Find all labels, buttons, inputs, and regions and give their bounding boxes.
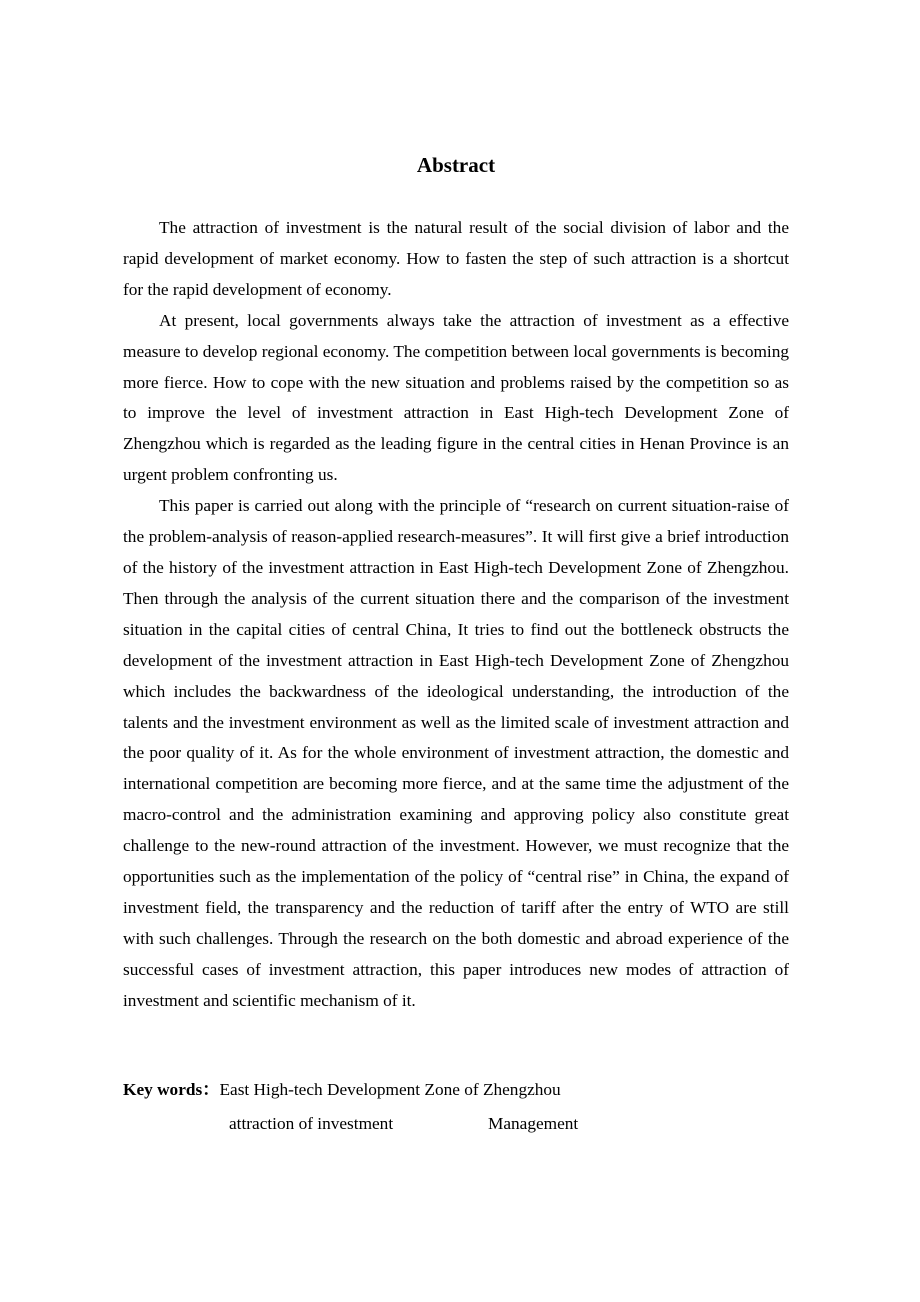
abstract-title: Abstract bbox=[416, 153, 496, 177]
keywords-second-line bbox=[229, 1109, 579, 1139]
keyword-item: Management bbox=[488, 1114, 579, 1133]
abstract-body bbox=[123, 213, 789, 1017]
abstract-paragraph-3: This paper is carried out along with the principle of “research on current situation-raise of the problem-analysis of reason-applied research-measures”. It will first give a brief introduction of the history of the investment attraction in East High-tech Development Zone of Zhengzhou. Then through the analysis of the current situation there and the comparison of the investment situation in the capital cities of central China, It tries to find out the bottleneck obstructs the development of the investment attraction in East High-tech Development Zone of Zhengzhou which includes the backwardness of the ideological understanding, the introduction of the talents and the investment environment as well as the limited scale of investment attraction and the poor quality of it. As for the whole environment of investment attraction, the domestic and international competition are becoming more fierce, and at the same time the adjustment of the macro-control and the administration examining and approving policy also constitute great challenge to the new-round attraction of the investment. However, we must recognize that the opportunities such as the implementation of the policy of “central rise” in China, the expand of investment field, the transparency and the reduction of tariff after the entry of WTO are still with such challenges. Through the research on the both domestic and abroad experience of the successful cases of investment attraction, this paper introduces new modes of attraction of investment and scientific mechanism of it. bbox=[123, 496, 789, 1010]
keyword-item: East High-tech Development Zone of Zhengzhou bbox=[219, 1080, 561, 1099]
keyword-item: attraction of investment bbox=[229, 1114, 394, 1133]
keywords-line bbox=[123, 1075, 789, 1105]
abstract-paragraph-2: At present, local governments always take the attraction of investment as a effective measure to develop regional economy. The competition between local governments is becoming more fierce. How to cope with the new situation and problems raised by the competition so as to improve the level of investment attraction in East High-tech Development Zone of Zhengzhou which is regarded as the leading figure in the central cities in Henan Province is an urgent problem confronting us. bbox=[123, 310, 789, 485]
keywords-label: Key words： bbox=[123, 1080, 220, 1099]
abstract-paragraph-1: The attraction of investment is the natural result of the social division of labor and the rapid development of market economy. How to fasten the step of such attraction is a shortcut for the rapid development of economy. bbox=[123, 218, 789, 299]
